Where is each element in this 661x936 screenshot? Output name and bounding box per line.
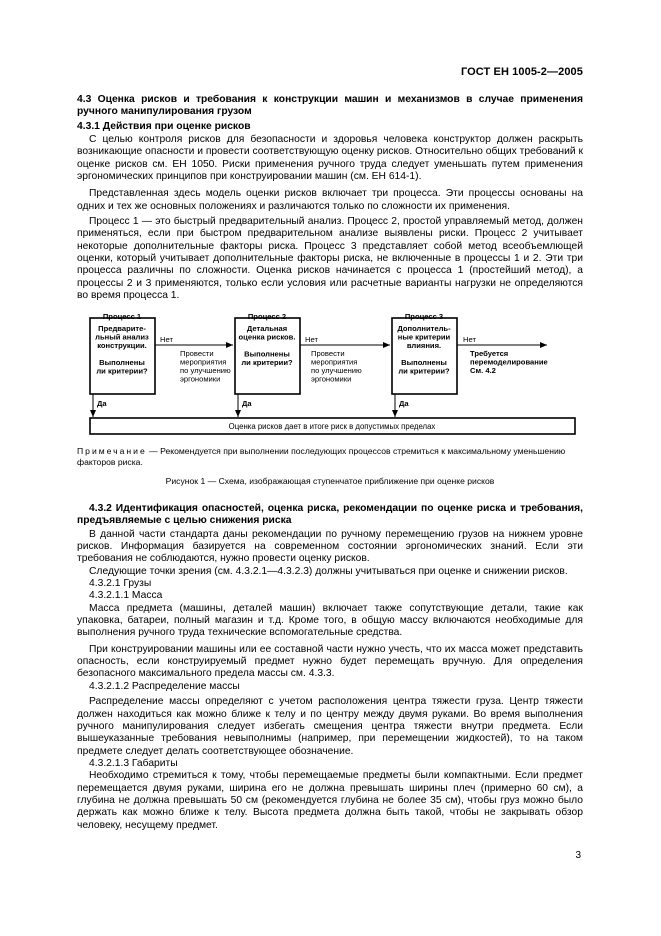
no-label-1: Нет bbox=[160, 335, 173, 344]
p3l-line: влияния. bbox=[406, 341, 442, 350]
p1l-line: Предварите- bbox=[98, 324, 146, 333]
lower-text-block bbox=[77, 503, 583, 832]
paragraph-2: Представленная здесь модель оценки рисков включает три процесса. Эти процессы основаны на одних и тех же основных положениях и различаются только по сложности их применения. bbox=[77, 188, 583, 212]
paragraph-5: Следующие точки зрения (см. 4.3.2.1—4.3.2.3) должны учитываться при оценке и снижении рисков. bbox=[89, 565, 568, 577]
p2l-line: ли критерии? bbox=[241, 358, 293, 367]
action-2-text bbox=[311, 349, 362, 384]
a1l-line: эргономики bbox=[180, 374, 221, 384]
process-3-text bbox=[397, 324, 451, 376]
subsection-4-3-2-1-3: 4.3.2.1.3 Габариты bbox=[89, 757, 178, 769]
process-3-title: Процесс 3 bbox=[404, 312, 444, 321]
paragraph-4: В данной части стандарта даны рекомендации по ручному перемещению грузов на нижнем уровне рисков. Информация базируется на современном состоянии эргономических знаний. Если эти требования не соблюдаются, нужно провести оценку рисков. bbox=[77, 528, 583, 565]
a2l-line: мероприятия bbox=[311, 357, 358, 367]
a3l-line: См. 4.2 bbox=[470, 366, 496, 375]
a2l-line: по улучшению bbox=[311, 366, 362, 375]
a2l-line: эргономики bbox=[311, 374, 352, 384]
subsection-4-3-2-1-1: 4.3.2.1.1 Масса bbox=[89, 590, 163, 602]
a2l-line: Провести bbox=[311, 349, 345, 358]
no-label-2: Нет bbox=[305, 335, 318, 344]
p3l-line: ли критерии? bbox=[398, 366, 450, 376]
p1l-line: Выполнены bbox=[99, 358, 145, 367]
process-2-title: Процесс 2 bbox=[247, 312, 287, 321]
risk-assessment-flowchart bbox=[80, 308, 580, 443]
a3l-line: перемоделирование bbox=[470, 357, 548, 367]
paragraph-6: Масса предмета (машины, деталей машин) включает также сопутствующие детали, такие как упаковка, батареи, полный магазин и т.д. Кроме того, в общую массу включаются необходимые для выполнения ручного труда технические вспомогательные средства. bbox=[77, 602, 583, 639]
result-text: Оценка рисков дает в итоге риск в допустимых пределах bbox=[228, 422, 436, 431]
upper-text-block bbox=[77, 94, 583, 303]
note-text: — Рекомендуется при выполнении последующих процессов стремиться к максимальному уменьшению факторов риска. bbox=[77, 446, 566, 467]
p2l-line: Детальная bbox=[246, 324, 288, 333]
yes-label-2: Да bbox=[242, 399, 252, 408]
p1l-line: льный анализ bbox=[95, 332, 149, 342]
p1l-line: конструкции. bbox=[97, 341, 147, 350]
process-2-text bbox=[239, 324, 296, 367]
action-3-text bbox=[470, 349, 548, 375]
section-4-3-2-heading: 4.3.2 Идентификация опасностей, оценка риска, рекомендации по оценке риска и требования, предъявляемые с целью снижения риска bbox=[77, 503, 583, 527]
action-1-text bbox=[180, 349, 231, 384]
paragraph-7: При конструировании машины или ее составной части нужно учесть, что их масса может представить опасность, если конструируемый предмет нужно будет перемещать вручную. Для определения безопасного максимального предела массы см. 4.3.3. bbox=[77, 643, 583, 680]
p3l-line: ные критерии bbox=[397, 332, 451, 342]
process-1-text bbox=[95, 324, 149, 376]
note-label: Примечание bbox=[77, 446, 147, 456]
p1l-line: ли критерии? bbox=[96, 366, 148, 376]
a1l-line: по улучшению bbox=[180, 366, 231, 375]
subsection-4-3-2-1: 4.3.2.1 Грузы bbox=[89, 578, 152, 590]
paragraph-3: Процесс 1 — это быстрый предварительный анализ. Процесс 2, простой управляемый метод, должен применяться, если при быстром предварительном анализе выявлены риски. Процесс 2 учитывает некоторые дополнительные факторы риска. Процесс 3 представляет собой метод всеобъемлющей оценки, который учитывает дополнительные факторы риска, не включенные в процессы 1 и 2. Эти три процесса различны по сложности. Оценка рисков начинается с процесса 1 (простейший метод), а процессы 2 и 3 применяются, только если условия или расчетные варианты нагрузки не определяются во время процесса 1. bbox=[77, 216, 583, 302]
subsection-4-3-2-1-2: 4.3.2.1.2 Распределение массы bbox=[89, 680, 240, 692]
p3l-line: Выполнены bbox=[401, 358, 447, 367]
paragraph-1: С целью контроля рисков для безопасности и здоровья человека конструктор должен раскрыть возникающие опасности и провести соответствующую оценку рисков. Относительно общих требований к оценке рисков см. ЕН 1050. Риски применения ручного труда следует уменьшать путем применения эргономических принципов при конструировании машин (см. ЕН 614-1). bbox=[77, 134, 583, 183]
a1l-line: Провести bbox=[180, 349, 214, 358]
p2l-line: оценка рисков. bbox=[238, 332, 296, 342]
a3l-line: Требуется bbox=[470, 349, 509, 358]
no-label-3: Нет bbox=[463, 335, 476, 344]
figure-note bbox=[77, 446, 583, 468]
yes-label-3: Да bbox=[399, 399, 409, 408]
page-number: 3 bbox=[575, 850, 581, 861]
a1l-line: мероприятия bbox=[180, 357, 227, 367]
section-4-3-1-heading: 4.3.1 Действия при оценке рисков bbox=[77, 120, 251, 132]
paragraph-8: Распределение массы определяют с учетом расположения центра тяжести груза. Центр тяжести должен находиться как можно ближе к телу и по центру между двумя руками. Во время выполнения ручного манипулирования следует избегать смещения центра тяжести внутри предмета. Если вышеуказанные требования невыполнимы (например, при перемещении жидкостей), то на таком предмете следует делать соответствующее обозначение. bbox=[77, 696, 583, 757]
yes-label-1: Да bbox=[97, 399, 107, 408]
process-1-title: Процесс 1 bbox=[102, 312, 142, 321]
p3l-line: Дополнитель- bbox=[397, 324, 451, 333]
p2l-line: Выполнены bbox=[244, 349, 290, 359]
standard-header: ГОСТ ЕН 1005-2—2005 bbox=[460, 66, 583, 78]
figure-caption: Рисунок 1 — Схема, изображающая ступенчатое приближение при оценке рисков bbox=[165, 476, 495, 486]
paragraph-9: Необходимо стремиться к тому, чтобы перемещаемые предметы были компактными. Если предмет перемещается двумя руками, ширина его не должна превышать ширины плеч (примерно 60 см), а глубина не должна превышать 50 см (рекомендуется глубина не более 35 см), чтобы груз можно было держать как можно ближе к телу. Высота предмета должна быть такой, чтобы не закрывать обзор человеку, несущему предмет. bbox=[77, 770, 583, 831]
section-4-3-heading: 4.3 Оценка рисков и требования к конструкции машин и механизмов в случае применения ручного манипулирования грузом bbox=[77, 94, 583, 118]
